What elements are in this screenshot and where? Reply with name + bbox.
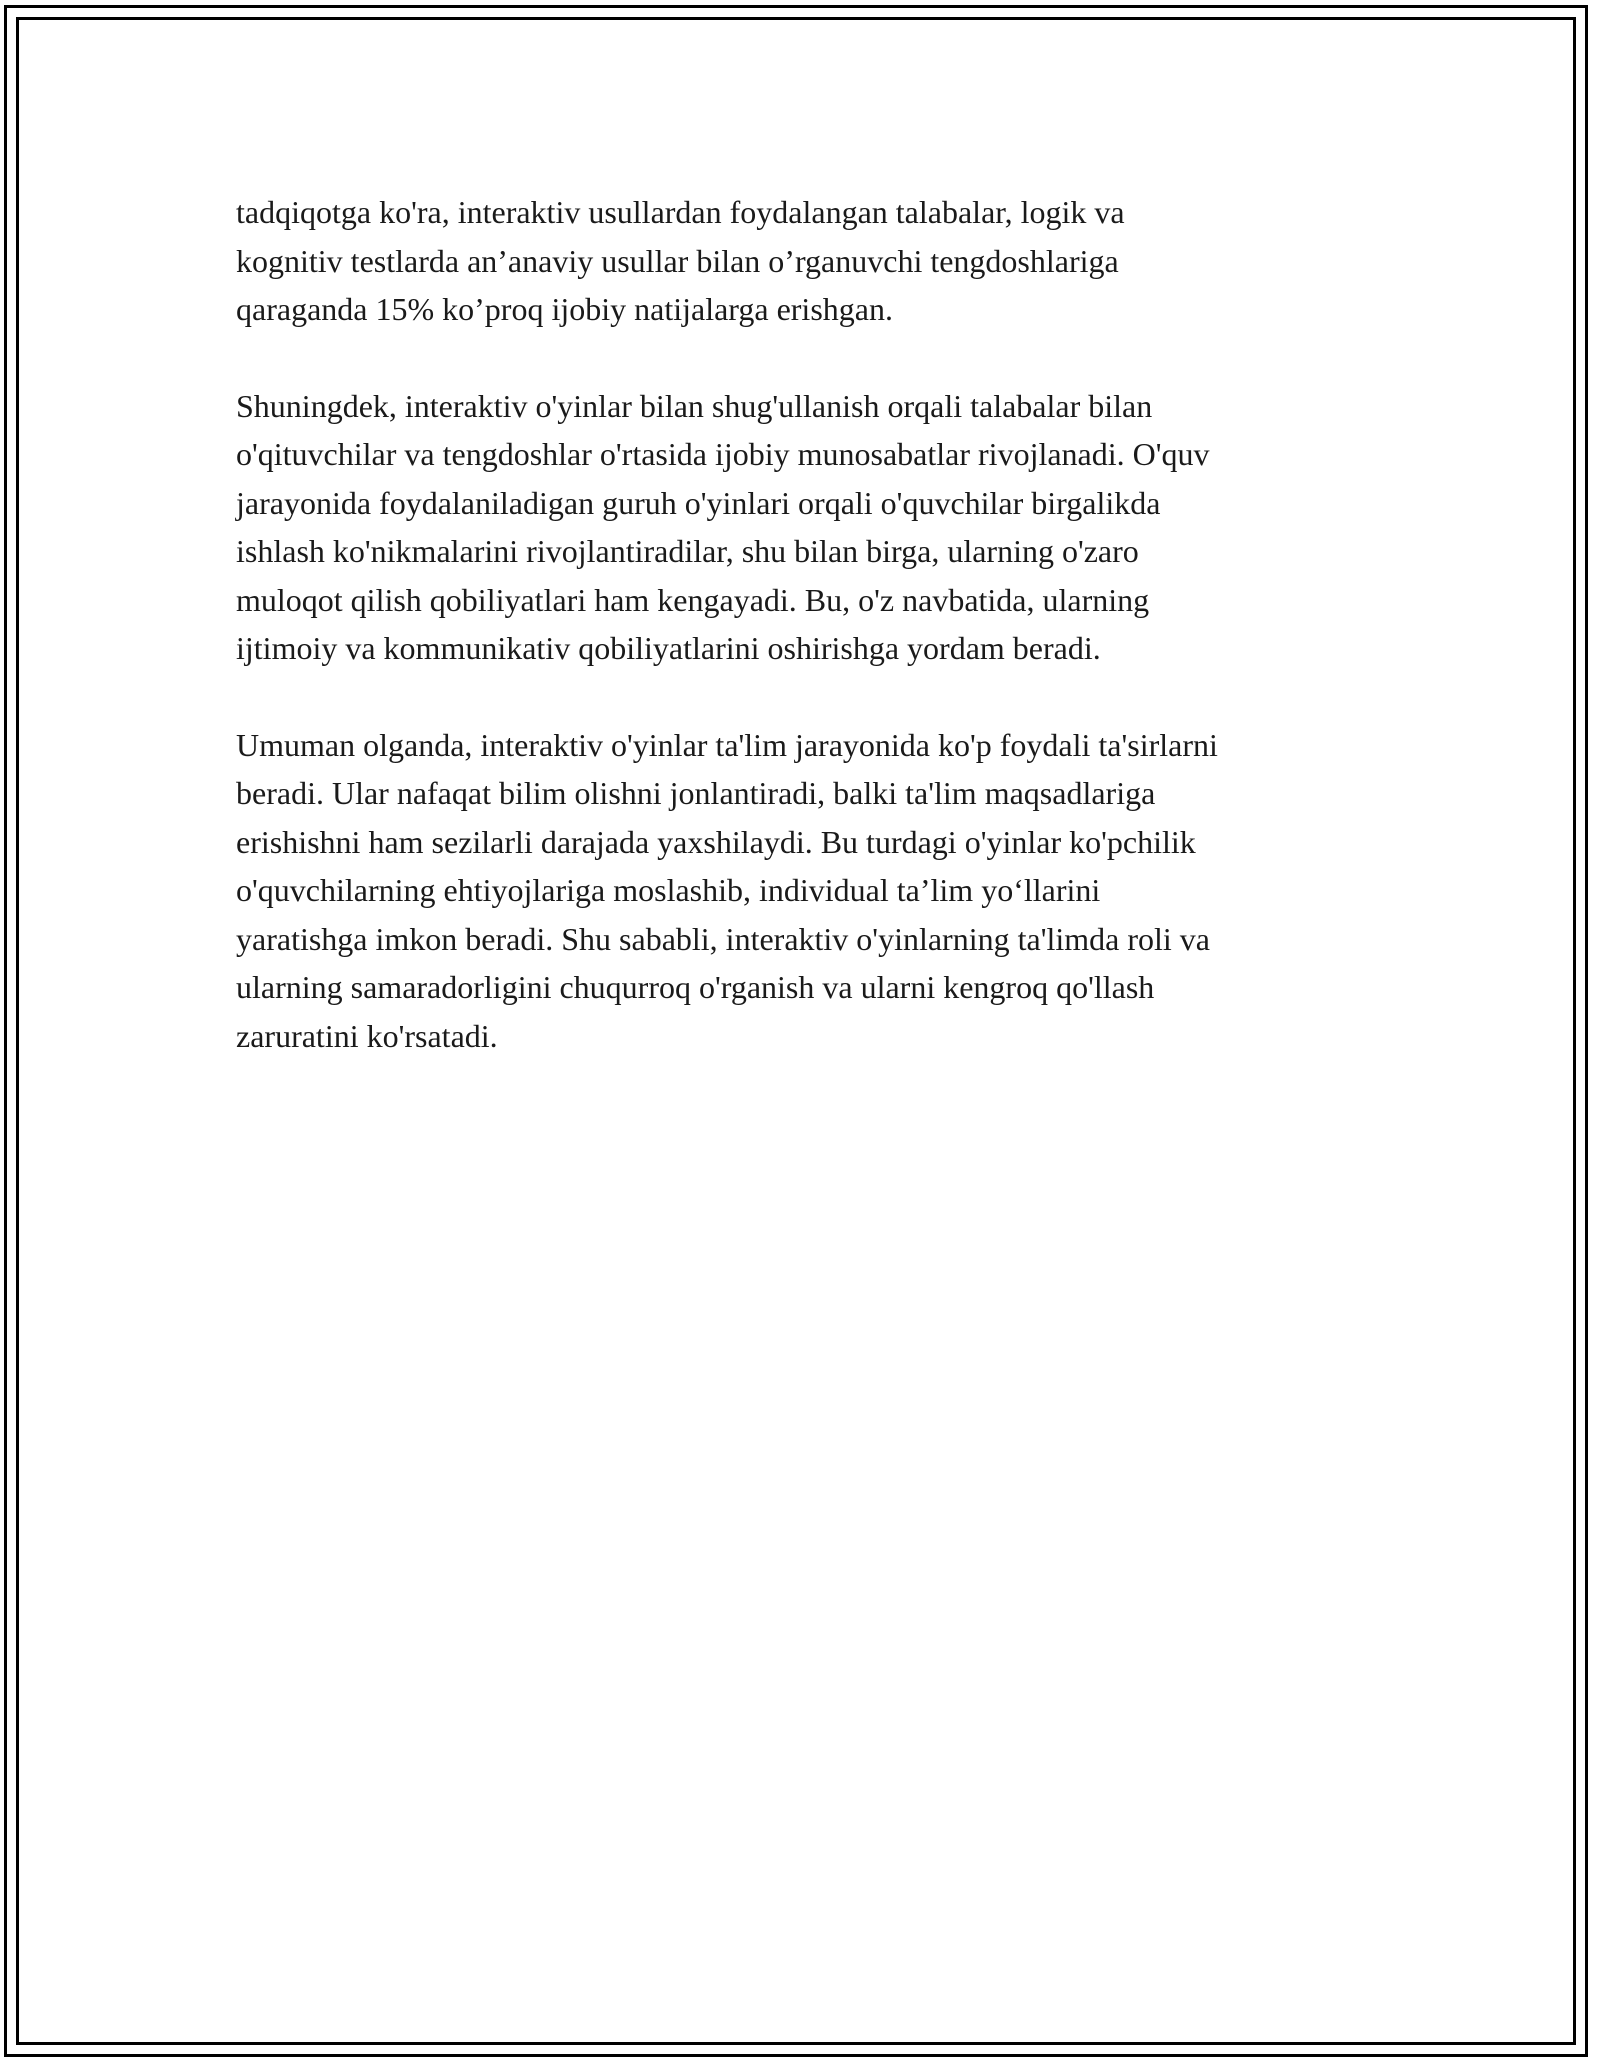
document-body [236, 188, 1381, 1108]
paragraph-2: Shuningdek, interaktiv o'yinlar bilan shug'ullanish orqali talabalar bilan o'qituvchilar va tengdoshlar o'rtasida ijobiy munosabatlar rivojlanadi. O'quv jarayonida foydalaniladigan guruh o'yinlari orqali o'quvchilar birgalikda ishlash ko'nikmalarini rivojlantiradilar, shu bilan birga, ularning o'zaro muloqot qilish qobiliyatlari ham kengayadi. Bu, o'z navbatida, ularning ijtimoiy va kommunikativ qobiliyatlarini oshirishga yordam beradi. [236, 387, 1210, 666]
paragraph-1: tadqiqotga ko'ra, interaktiv usullardan foydalangan talabalar, logik va kognitiv testlarda an’anaviy usullar bilan o’rganuvchi tengdoshlariga qaraganda 15% ko’proq ijobiy natijalarga erishgan. [236, 194, 1125, 327]
paragraph-3: Umuman olganda, interaktiv o'yinlar ta'lim jarayonida ko'p foydali ta'sirlarni beradi. Ular nafaqat bilim olishni jonlantiradi, balki ta'lim maqsadlariga erishishni ham sezilarli darajada yaxshilaydi. Bu turdagi o'yinlar ko'pchilik o'quvchilarning ehtiyojlariga moslashib, individual ta’lim yo‘llarini yaratishga imkon beradi. Shu sababli, interaktiv o'yinlarning ta'limda roli va ularning samaradorligini chuqurroq o'rganish va ularni kengroq qo'llash zaruratini ko'rsatadi. [236, 726, 1218, 1054]
